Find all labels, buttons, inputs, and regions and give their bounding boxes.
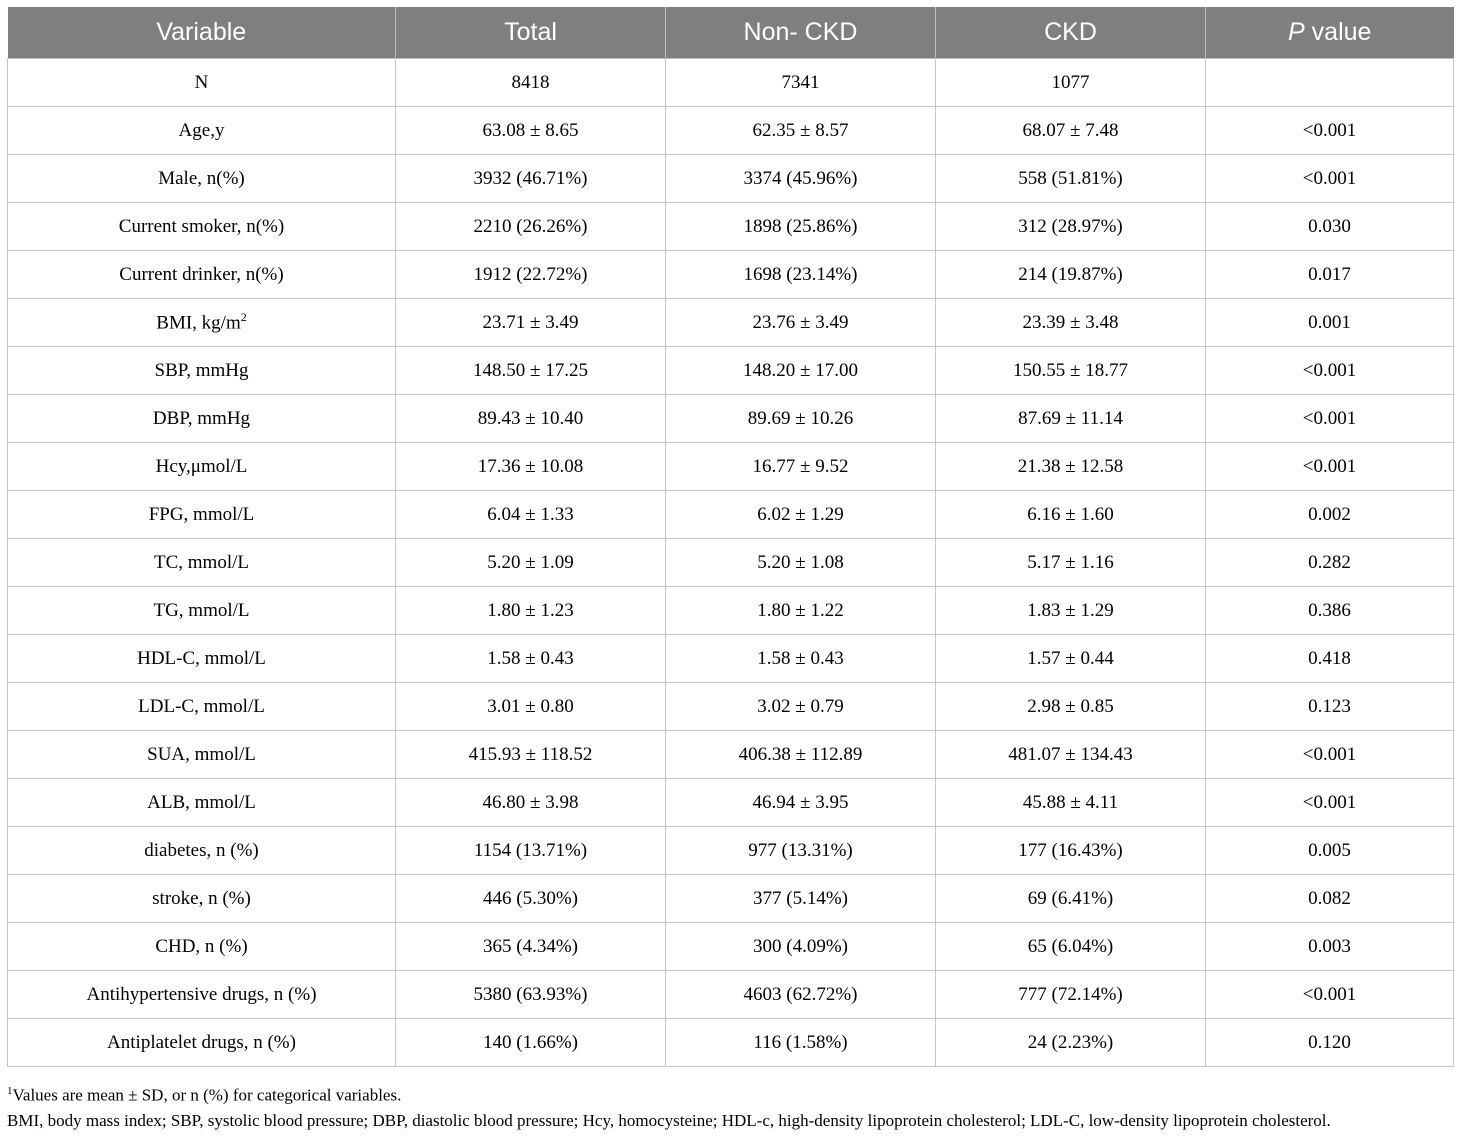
table-body	[8, 59, 1454, 1067]
header-p-value	[1206, 7, 1454, 59]
cell-p-value: <0.001	[1206, 107, 1454, 155]
cell-variable	[8, 443, 396, 491]
cell-variable	[8, 155, 396, 203]
cell-non-ckd: 3.02 ± 0.79	[666, 683, 936, 731]
variable-label: LDL-C, mmol/L	[138, 695, 265, 717]
cell-total: 1.80 ± 1.23	[396, 587, 666, 635]
cell-total: 446 (5.30%)	[396, 875, 666, 923]
cell-non-ckd: 46.94 ± 3.95	[666, 779, 936, 827]
header-total: Total	[396, 7, 666, 59]
cell-variable	[8, 1019, 396, 1067]
table-row	[8, 395, 1454, 443]
cell-total: 8418	[396, 59, 666, 107]
variable-label: SBP, mmHg	[154, 359, 249, 381]
variable-label: BMI, kg/m	[156, 312, 241, 334]
cell-non-ckd: 4603 (62.72%)	[666, 971, 936, 1019]
cell-non-ckd: 1898 (25.86%)	[666, 203, 936, 251]
cell-total: 17.36 ± 10.08	[396, 443, 666, 491]
cell-p-value: 0.003	[1206, 923, 1454, 971]
cell-total: 140 (1.66%)	[396, 1019, 666, 1067]
footnote-text-1: Values are mean ± SD, or n (%) for categorical variables.	[12, 1085, 402, 1105]
cell-p-value: 0.418	[1206, 635, 1454, 683]
cell-variable	[8, 107, 396, 155]
variable-label: TC, mmol/L	[154, 551, 249, 573]
cell-non-ckd: 7341	[666, 59, 936, 107]
header-non-ckd: Non- CKD	[666, 7, 936, 59]
variable-label: DBP, mmHg	[152, 407, 251, 429]
variable-label: CHD, n (%)	[155, 935, 248, 957]
cell-non-ckd: 3374 (45.96%)	[666, 155, 936, 203]
table-row	[8, 203, 1454, 251]
table-row	[8, 59, 1454, 107]
cell-total: 3932 (46.71%)	[396, 155, 666, 203]
cell-p-value: <0.001	[1206, 443, 1454, 491]
cell-ckd: 23.39 ± 3.48	[936, 299, 1206, 347]
footnote-marker: 1	[7, 1085, 13, 1097]
cell-ckd: 312 (28.97%)	[936, 203, 1206, 251]
table-row	[8, 635, 1454, 683]
cell-p-value: 0.030	[1206, 203, 1454, 251]
table-footnote	[7, 1079, 1453, 1133]
cell-ckd: 214 (19.87%)	[936, 251, 1206, 299]
cell-non-ckd: 1.58 ± 0.43	[666, 635, 936, 683]
table-row	[8, 539, 1454, 587]
cell-ckd: 87.69 ± 11.14	[936, 395, 1206, 443]
cell-ckd: 69 (6.41%)	[936, 875, 1206, 923]
cell-non-ckd: 1.80 ± 1.22	[666, 587, 936, 635]
header-p-rest: value	[1304, 18, 1372, 46]
cell-total: 5.20 ± 1.09	[396, 539, 666, 587]
cell-p-value: 0.386	[1206, 587, 1454, 635]
cell-total: 63.08 ± 8.65	[396, 107, 666, 155]
cell-total: 365 (4.34%)	[396, 923, 666, 971]
cell-variable	[8, 347, 396, 395]
table-row	[8, 491, 1454, 539]
cell-variable	[8, 779, 396, 827]
variable-label: Antiplatelet drugs, n (%)	[107, 1031, 296, 1053]
cell-variable	[8, 731, 396, 779]
cell-p-value: <0.001	[1206, 395, 1454, 443]
cell-p-value: 0.282	[1206, 539, 1454, 587]
baseline-characteristics-table-container	[7, 7, 1453, 1067]
cell-variable	[8, 587, 396, 635]
cell-ckd: 150.55 ± 18.77	[936, 347, 1206, 395]
table-row	[8, 1019, 1454, 1067]
cell-ckd: 24 (2.23%)	[936, 1019, 1206, 1067]
cell-p-value: <0.001	[1206, 155, 1454, 203]
baseline-characteristics-table	[7, 7, 1454, 1067]
cell-p-value	[1206, 59, 1454, 107]
cell-p-value: <0.001	[1206, 731, 1454, 779]
variable-label: FPG, mmol/L	[148, 503, 255, 525]
cell-non-ckd: 116 (1.58%)	[666, 1019, 936, 1067]
footnote-line-1	[7, 1079, 1453, 1108]
cell-total: 46.80 ± 3.98	[396, 779, 666, 827]
table-row	[8, 923, 1454, 971]
variable-label: Male, n(%)	[158, 167, 245, 189]
table-header	[8, 7, 1454, 59]
variable-label: diabetes, n (%)	[144, 839, 259, 861]
cell-non-ckd: 148.20 ± 17.00	[666, 347, 936, 395]
cell-total: 1154 (13.71%)	[396, 827, 666, 875]
table-row	[8, 155, 1454, 203]
cell-ckd: 68.07 ± 7.48	[936, 107, 1206, 155]
cell-total: 89.43 ± 10.40	[396, 395, 666, 443]
cell-total: 1912 (22.72%)	[396, 251, 666, 299]
table-row	[8, 443, 1454, 491]
cell-p-value: <0.001	[1206, 347, 1454, 395]
variable-label: N	[194, 71, 209, 93]
cell-non-ckd: 1698 (23.14%)	[666, 251, 936, 299]
header-variable: Variable	[8, 7, 396, 59]
variable-label: Current drinker, n(%)	[119, 263, 284, 285]
cell-non-ckd: 16.77 ± 9.52	[666, 443, 936, 491]
cell-ckd: 481.07 ± 134.43	[936, 731, 1206, 779]
cell-variable	[8, 251, 396, 299]
cell-ckd: 558 (51.81%)	[936, 155, 1206, 203]
variable-label: Antihypertensive drugs, n (%)	[86, 983, 317, 1005]
variable-label: Age,y	[178, 119, 225, 141]
table-row	[8, 971, 1454, 1019]
cell-p-value: <0.001	[1206, 779, 1454, 827]
cell-ckd: 1.83 ± 1.29	[936, 587, 1206, 635]
cell-variable	[8, 683, 396, 731]
cell-total: 1.58 ± 0.43	[396, 635, 666, 683]
cell-total: 148.50 ± 17.25	[396, 347, 666, 395]
table-row	[8, 779, 1454, 827]
cell-ckd: 2.98 ± 0.85	[936, 683, 1206, 731]
table-row	[8, 299, 1454, 347]
table-row	[8, 827, 1454, 875]
cell-variable	[8, 299, 396, 347]
cell-total: 23.71 ± 3.49	[396, 299, 666, 347]
header-row	[8, 7, 1454, 59]
cell-ckd: 5.17 ± 1.16	[936, 539, 1206, 587]
cell-ckd: 1.57 ± 0.44	[936, 635, 1206, 683]
cell-total: 2210 (26.26%)	[396, 203, 666, 251]
header-ckd: CKD	[936, 7, 1206, 59]
table-row	[8, 731, 1454, 779]
cell-variable	[8, 923, 396, 971]
cell-non-ckd: 406.38 ± 112.89	[666, 731, 936, 779]
cell-non-ckd: 5.20 ± 1.08	[666, 539, 936, 587]
cell-ckd: 45.88 ± 4.11	[936, 779, 1206, 827]
cell-ckd: 177 (16.43%)	[936, 827, 1206, 875]
variable-label: stroke, n (%)	[152, 887, 251, 909]
cell-variable	[8, 875, 396, 923]
cell-variable	[8, 491, 396, 539]
cell-non-ckd: 977 (13.31%)	[666, 827, 936, 875]
cell-non-ckd: 377 (5.14%)	[666, 875, 936, 923]
cell-ckd: 65 (6.04%)	[936, 923, 1206, 971]
table-row	[8, 251, 1454, 299]
cell-p-value: 0.005	[1206, 827, 1454, 875]
cell-total: 415.93 ± 118.52	[396, 731, 666, 779]
cell-p-value: 0.082	[1206, 875, 1454, 923]
cell-non-ckd: 300 (4.09%)	[666, 923, 936, 971]
cell-variable	[8, 203, 396, 251]
cell-variable	[8, 971, 396, 1019]
cell-variable	[8, 539, 396, 587]
cell-non-ckd: 23.76 ± 3.49	[666, 299, 936, 347]
cell-ckd: 6.16 ± 1.60	[936, 491, 1206, 539]
cell-non-ckd: 62.35 ± 8.57	[666, 107, 936, 155]
variable-label: Hcy,μmol/L	[155, 455, 248, 477]
variable-superscript: 2	[240, 310, 247, 325]
cell-total: 3.01 ± 0.80	[396, 683, 666, 731]
header-p-letter: P	[1288, 18, 1305, 46]
variable-label: SUA, mmol/L	[147, 743, 256, 765]
table-row	[8, 107, 1454, 155]
table-row	[8, 587, 1454, 635]
cell-variable	[8, 635, 396, 683]
cell-p-value: 0.002	[1206, 491, 1454, 539]
cell-p-value: 0.120	[1206, 1019, 1454, 1067]
cell-non-ckd: 6.02 ± 1.29	[666, 491, 936, 539]
variable-label: ALB, mmol/L	[147, 791, 256, 813]
table-row	[8, 347, 1454, 395]
variable-label: Current smoker, n(%)	[118, 215, 285, 237]
cell-non-ckd: 89.69 ± 10.26	[666, 395, 936, 443]
cell-total: 6.04 ± 1.33	[396, 491, 666, 539]
cell-ckd: 1077	[936, 59, 1206, 107]
cell-total: 5380 (63.93%)	[396, 971, 666, 1019]
table-row	[8, 875, 1454, 923]
variable-label: HDL-C, mmol/L	[137, 647, 266, 669]
cell-p-value: <0.001	[1206, 971, 1454, 1019]
cell-p-value: 0.123	[1206, 683, 1454, 731]
cell-p-value: 0.017	[1206, 251, 1454, 299]
cell-variable	[8, 827, 396, 875]
cell-p-value: 0.001	[1206, 299, 1454, 347]
table-row	[8, 683, 1454, 731]
cell-variable	[8, 59, 396, 107]
variable-label: TG, mmol/L	[153, 599, 250, 621]
cell-variable	[8, 395, 396, 443]
footnote-line-2: BMI, body mass index; SBP, systolic blood pressure; DBP, diastolic blood pressure; Hcy, homocysteine; HDL-c, high-density lipoprotein cholesterol; LDL-C, low-density lipoprotein cholesterol.	[7, 1110, 1331, 1130]
cell-ckd: 777 (72.14%)	[936, 971, 1206, 1019]
cell-ckd: 21.38 ± 12.58	[936, 443, 1206, 491]
